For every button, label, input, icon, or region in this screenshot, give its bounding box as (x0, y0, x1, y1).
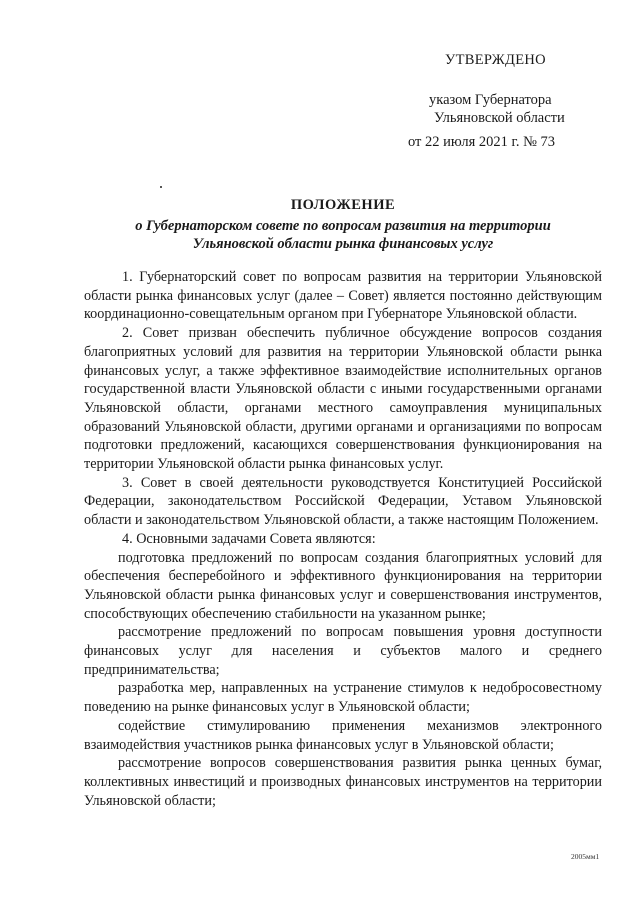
approval-stamp: УТВЕРЖДЕНО (445, 52, 546, 68)
scan-speck (160, 186, 162, 188)
paragraph-2: 2. Совет призван обеспечить публичное обсуждение вопросов создания благоприятных условий для развития на территории Ульяновской области рынка финансовых услуг, а также эффективное взаимодействие исполнительных органов государственной власти Ульяновской области с иными государственными органами Ульяновской области, органами местного самоуправления муниципальных образований Ульяновской области, другими органами и организациями по вопросам подготовки предложений, касающихся совершенствования функционирования на территории Ульяновской области рынка финансовых услуг. (84, 325, 602, 473)
task-item-5: рассмотрение вопросов совершенствования развития рынка ценных бумаг, коллективных инвестиций и производных финансовых инструментов на территории Ульяновской области; (84, 755, 602, 809)
document-title (84, 196, 602, 253)
paragraph-3: 3. Совет в своей деятельности руководствуется Конституцией Российской Федерации, законодательством Российской Федерации, Уставом Ульяновской области и законодательством Ульяновской области, а также настоящим Положением. (84, 474, 602, 529)
task-item-2: рассмотрение предложений по вопросам повышения уровня доступности финансовых услуг для населения и субъектов малого и среднего предпринимательства; (84, 624, 602, 678)
paragraph-4: 4. Основными задачами Совета являются: (122, 530, 376, 547)
approval-region-line: Ульяновской области (434, 110, 565, 126)
title-subtitle-line-2: Ульяновской области рынка финансовых услуг (192, 236, 494, 252)
task-item-3: разработка мер, направленных на устранение стимулов к недобросовестному поведению на рынке финансовых услуг в Ульяновской области; (84, 680, 602, 716)
footer-doc-code: 2005мм1 (571, 852, 600, 861)
title-heading: ПОЛОЖЕНИЕ (290, 197, 396, 213)
paragraph-1: 1. Губернаторский совет по вопросам развития на территории Ульяновской области рынка финансовых услуг (далее – Совет) является постоянно действующим координационно-совещательным органом при Губернаторе Ульяновской области. (84, 269, 602, 323)
approval-decree-line: указом Губернатора (429, 92, 552, 108)
document-body (84, 268, 602, 810)
title-subtitle-line-1: о Губернаторском совете по вопросам развития на территории (135, 218, 551, 234)
task-item-4: содействие стимулированию применения механизмов электронного взаимодействия участников рынка финансовых услуг в Ульяновской области; (84, 717, 602, 753)
task-item-1: подготовка предложений по вопросам создания благоприятных условий для обеспечения бесперебойного и эффективного функционирования на территории Ульяновской области рынка финансовых услуг и совершенствования инструментов, способствующих обеспечению стабильности на указанном рынке; (84, 549, 602, 622)
approval-date-line: от 22 июля 2021 г. № 73 (408, 134, 556, 150)
